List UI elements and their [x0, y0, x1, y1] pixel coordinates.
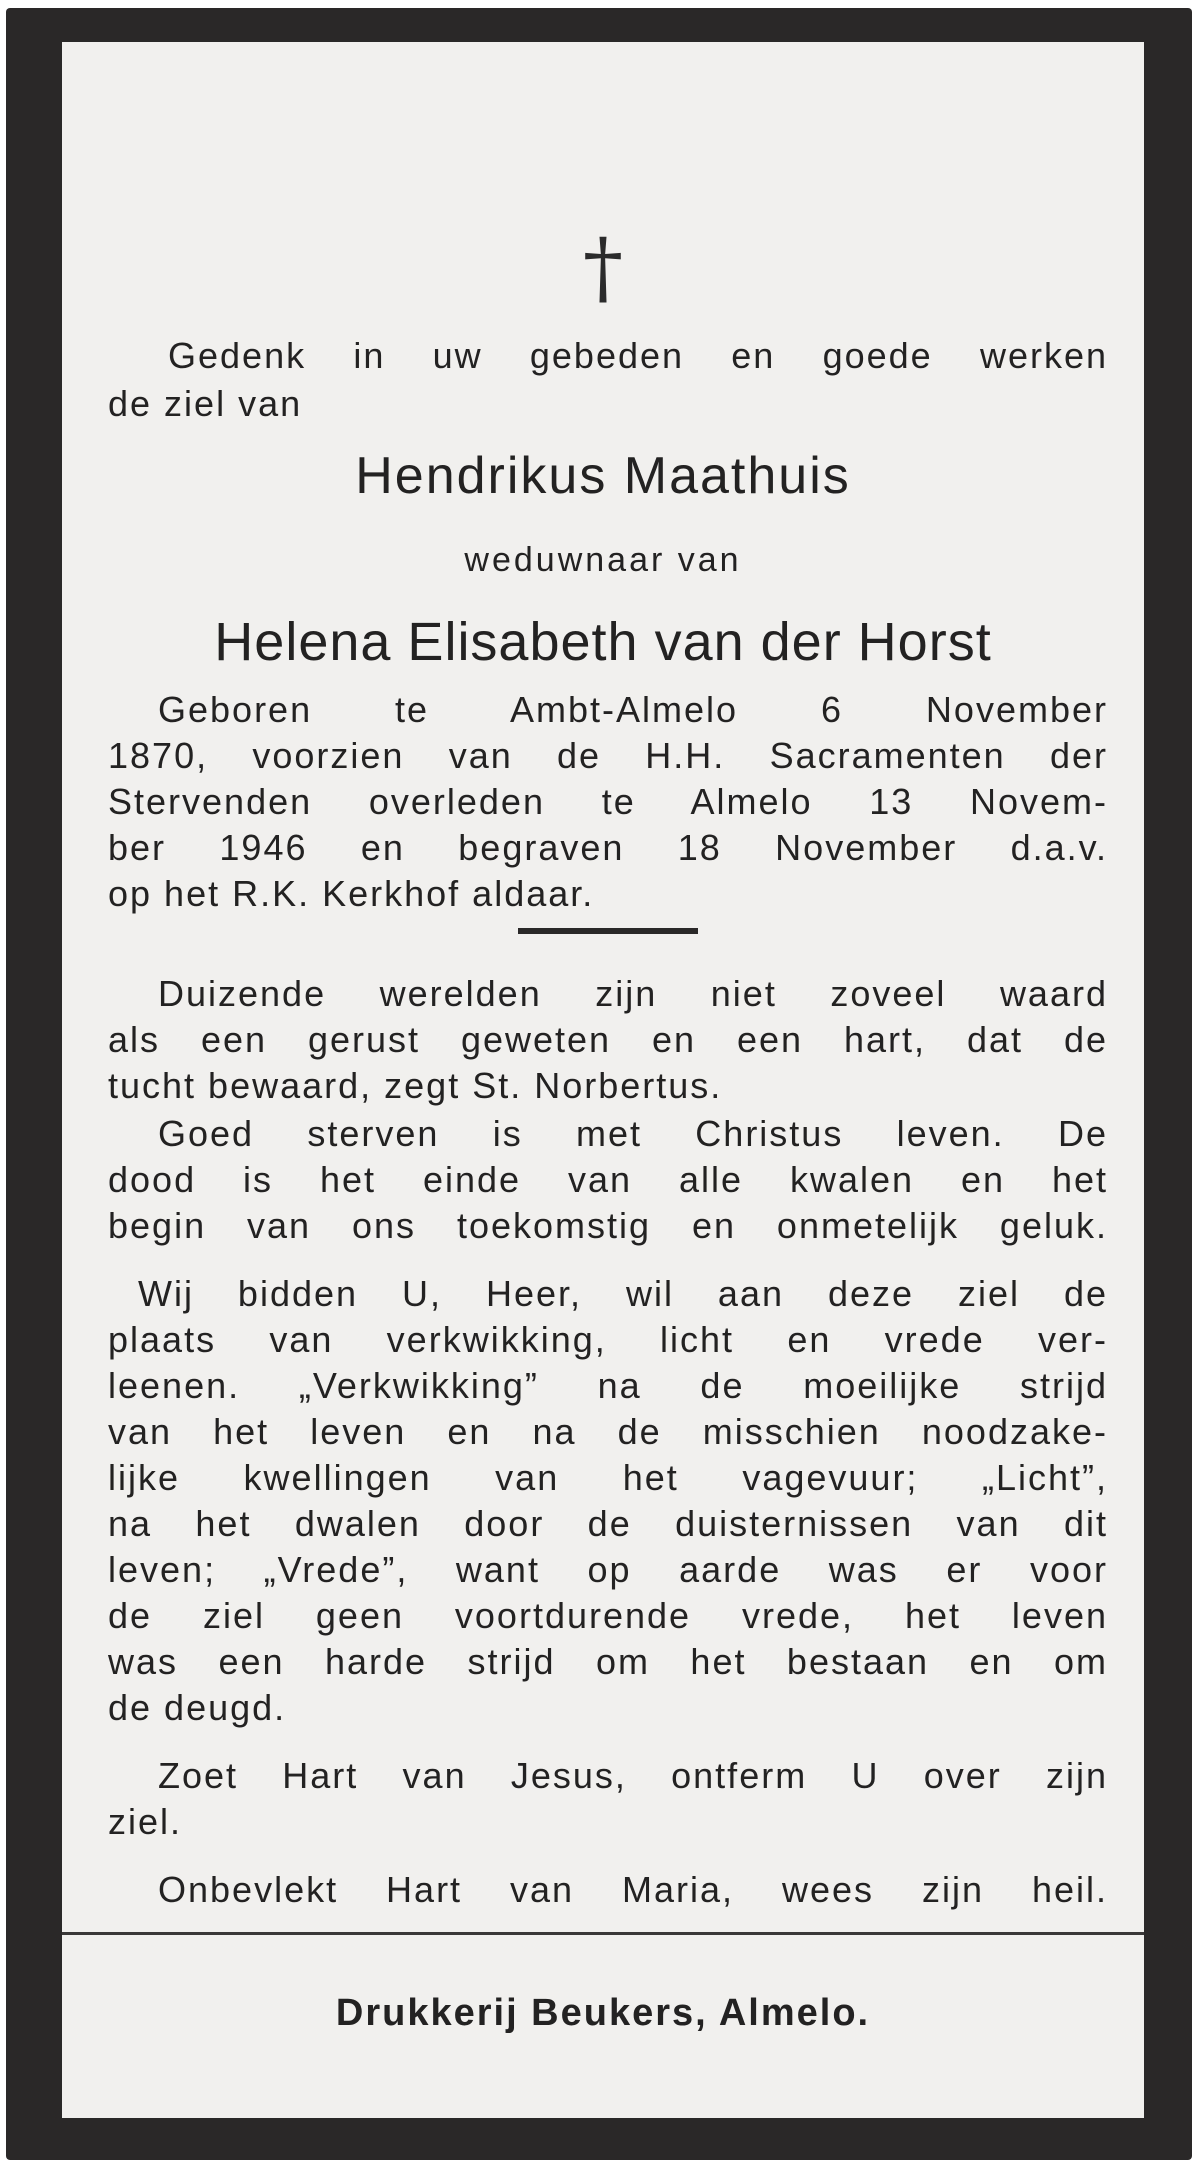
- prayer-line: lijke kwellingen van het vagevuur; „Licht”,: [108, 1457, 1108, 1498]
- printer-credit: Drukkerij Beukers, Almelo.: [335, 1992, 871, 2034]
- quote-line: dood is het einde van alle kwalen en het: [108, 1159, 1108, 1200]
- prayer-line: leven; „Vrede”, want op aarde was er voor: [108, 1549, 1108, 1590]
- bio-line: 1870, voorzien van de H.H. Sacramenten der: [108, 735, 1108, 776]
- cross-icon: †: [583, 221, 623, 314]
- deceased-name: Hendrikus Maathuis: [355, 447, 851, 505]
- prayer-line: van het leven en na de misschien noodzake-: [108, 1411, 1108, 1452]
- memorial-card: [6, 8, 1192, 2160]
- widower-label: weduwnaar van: [464, 541, 742, 579]
- prayer-line: leenen. „Verkwikking” na de moeilijke strijd: [108, 1365, 1108, 1406]
- quote-line: Duizende werelden zijn niet zoveel waard: [158, 973, 1108, 1014]
- divider: [518, 928, 698, 934]
- card-paper: [62, 42, 1144, 2118]
- invocation-line: Zoet Hart van Jesus, ontferm U over zijn: [158, 1755, 1108, 1796]
- prayer-line: plaats van verkwikking, licht en vrede ver-: [108, 1319, 1108, 1360]
- quote-line: Goed sterven is met Christus leven. De: [158, 1113, 1108, 1154]
- invocation-line: Onbevlekt Hart van Maria, wees zijn heil.: [158, 1869, 1108, 1910]
- quote-line: als een gerust geweten en een hart, dat de: [108, 1019, 1108, 1060]
- prayer-line: na het dwalen door de duisternissen van dit: [108, 1503, 1108, 1544]
- footer-divider: [62, 1932, 1144, 1935]
- invocation-line: ziel.: [108, 1801, 183, 1842]
- quote-line: begin van ons toekomstig en onmetelijk geluk.: [108, 1205, 1108, 1246]
- prayer-line: de ziel geen voortdurende vrede, het leven: [108, 1595, 1108, 1636]
- bio-line: ber 1946 en begraven 18 November d.a.v.: [108, 827, 1108, 868]
- prayer-line: was een harde strijd om het bestaan en om: [108, 1641, 1108, 1682]
- quote-line: tucht bewaard, zegt St. Norbertus.: [108, 1065, 723, 1106]
- bio-line: Geboren te Ambt-Almelo 6 November: [158, 689, 1108, 730]
- intro-line-2: de ziel van: [108, 383, 303, 424]
- prayer-line: de deugd.: [108, 1687, 287, 1728]
- bio-line: op het R.K. Kerkhof aldaar.: [108, 873, 595, 914]
- intro-line-1: Gedenk in uw gebeden en goede werken: [168, 335, 1108, 376]
- prayer-line: Wij bidden U, Heer, wil aan deze ziel de: [138, 1273, 1108, 1314]
- spouse-name: Helena Elisabeth van der Horst: [214, 612, 992, 672]
- bio-line: Stervenden overleden te Almelo 13 Novem-: [108, 781, 1108, 822]
